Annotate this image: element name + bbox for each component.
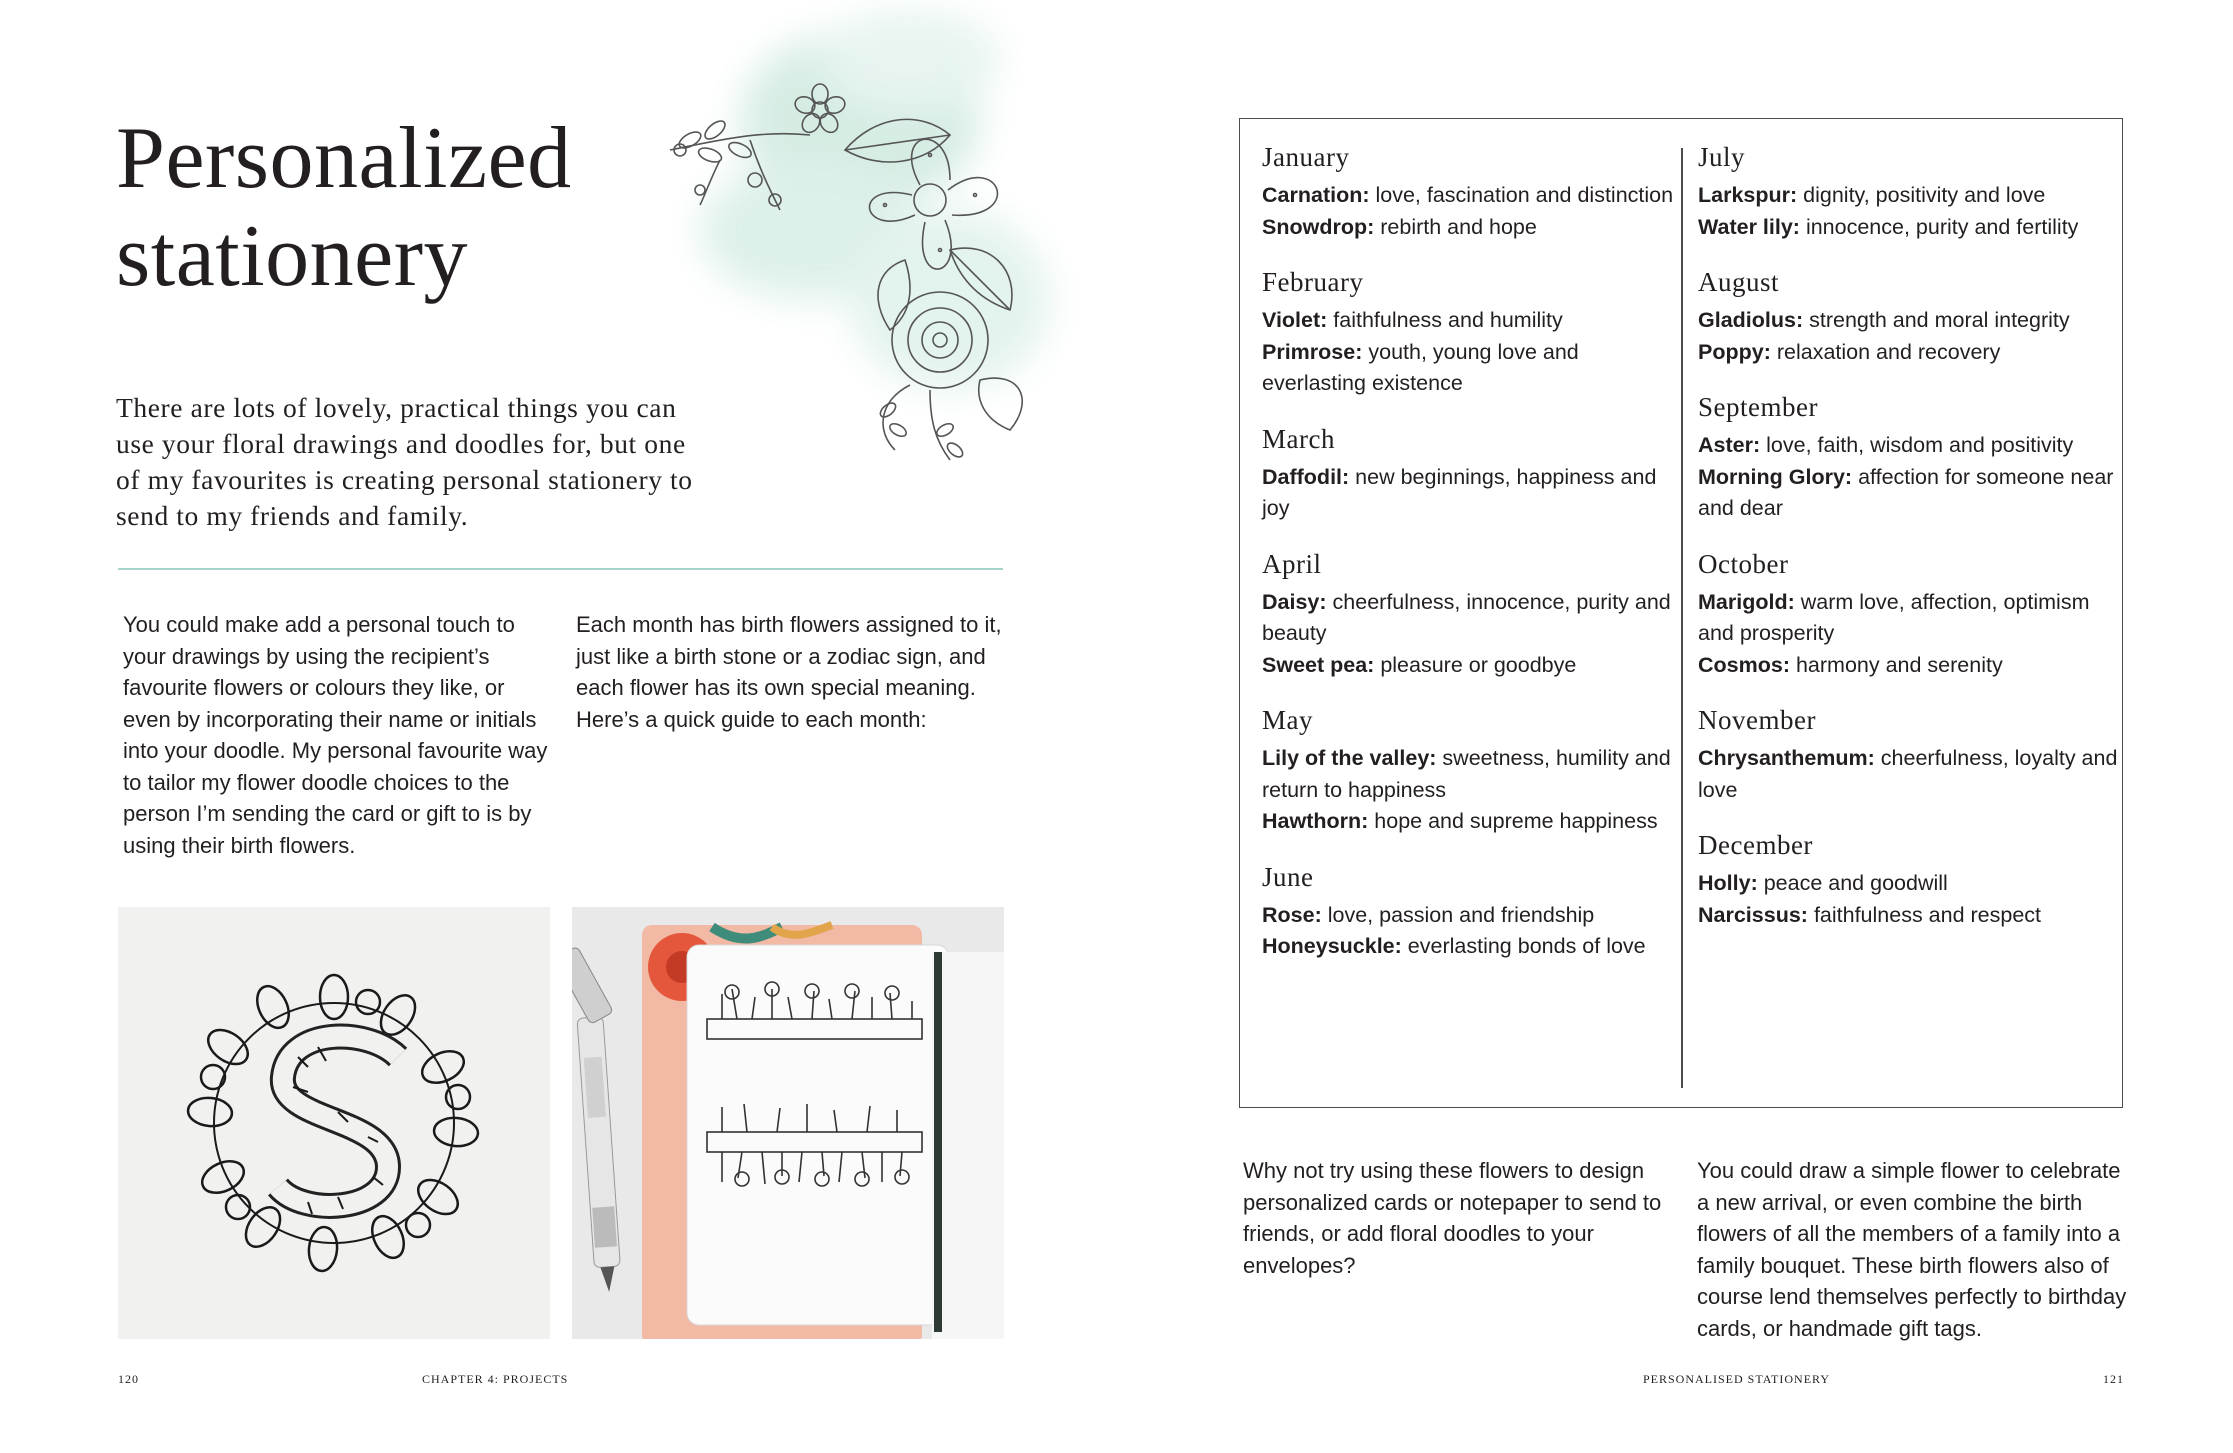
month-february	[1262, 265, 1682, 400]
flower-entry: Marigold: warm love, affection, optimism and prosperity	[1698, 589, 2090, 645]
month-november	[1698, 703, 2118, 806]
month-heading: June	[1262, 861, 1314, 892]
title-line-2: stationery	[116, 208, 469, 305]
flower-entry: Poppy: relaxation and recovery	[1698, 339, 2001, 364]
flower-entry: Sweet pea: pleasure or goodbye	[1262, 652, 1577, 677]
flower-entry: Cosmos: harmony and serenity	[1698, 652, 2003, 677]
month-heading: August	[1698, 267, 1780, 297]
bottom-column-1: Why not try using these flowers to design personalized cards or notepaper to send to friends, or add floral doodles to your envelopes?	[1243, 1158, 1662, 1278]
flower-entry: Daffodil: new beginnings, happiness and joy	[1262, 464, 1657, 520]
month-heading: October	[1698, 548, 1789, 579]
flower-entry: Morning Glory: affection for someone near and dear	[1698, 464, 2114, 520]
intro-paragraph: There are lots of lovely, practical things you can use your floral drawings and doodles for, but one of my favourites is creating personal stationery to send to my friends and family.	[116, 392, 693, 531]
flower-entry: Lily of the valley: sweetness, humility and return to happiness	[1262, 746, 1671, 802]
body-column-1: You could make add a personal touch to your drawings by using the recipient’s favourite flowers or colours they like, or even by incorporating their name or initials into your doodle. My personal favourite way to tailor my flower doodle choices to the person I’m sending the card or gift to is by using their birth flowers.	[123, 612, 548, 858]
month-heading: July	[1698, 142, 1746, 172]
running-head-right: PERSONALISED STATIONERY	[1643, 1372, 1831, 1386]
flower-entry: Primrose: youth, young love and everlasting existence	[1262, 339, 1579, 395]
flower-entry: Aster: love, faith, wisdom and positivity	[1698, 433, 2074, 457]
page-title	[116, 110, 676, 306]
running-head-left: CHAPTER 4: PROJECTS	[422, 1372, 569, 1386]
flower-entry: Chrysanthemum: cheerfulness, loyalty and love	[1698, 746, 2118, 802]
month-heading: May	[1262, 705, 1313, 735]
month-january	[1262, 140, 1682, 243]
month-heading: January	[1262, 142, 1350, 172]
divider-line	[118, 568, 1003, 570]
flower-entry: Holly: peace and goodwill	[1698, 871, 1948, 895]
month-july	[1698, 140, 2118, 243]
bottom-column-2: You could draw a simple flower to celebrate a new arrival, or even combine the birth flowers of all the members of a family into a family bouquet. These birth flowers also of course lend themselves perfectly to birthday cards, or handmade gift tags.	[1697, 1158, 2127, 1341]
month-december	[1698, 828, 2118, 931]
flower-entry: Snowdrop: rebirth and hope	[1262, 214, 1537, 239]
title-line-1: Personalized	[116, 110, 572, 207]
month-june	[1262, 860, 1682, 963]
month-october	[1698, 547, 2118, 682]
month-heading: February	[1262, 267, 1364, 297]
month-september	[1698, 390, 2118, 525]
month-heading: March	[1262, 423, 1335, 454]
body-column-2: Each month has birth flowers assigned to it, just like a birth stone or a zodiac sign, and each flower has its own special meaning. Here’s a quick guide to each month:	[576, 612, 1002, 732]
month-may	[1262, 703, 1682, 838]
month-heading: December	[1698, 830, 1813, 860]
month-march	[1262, 422, 1682, 525]
month-heading: September	[1698, 392, 1818, 422]
months-column-left	[1262, 140, 1682, 985]
flower-entry: Hawthorn: hope and supreme happiness	[1262, 809, 1658, 833]
notebook-floral-borders-photo	[572, 907, 1004, 1339]
months-column-right	[1698, 140, 2118, 953]
floral-corner-illustration	[660, 0, 1110, 480]
page-number-left: 120	[118, 1372, 139, 1386]
flower-entry: Gladiolus: strength and moral integrity	[1698, 308, 2070, 332]
month-heading: April	[1262, 548, 1322, 579]
flower-entry: Carnation: love, fascination and distinction	[1262, 183, 1674, 207]
flower-entry: Violet: faithfulness and humility	[1262, 308, 1563, 332]
flower-entry: Larkspur: dignity, positivity and love	[1698, 183, 2046, 207]
month-april	[1262, 547, 1682, 682]
flower-entry: Daisy: cheerfulness, innocence, purity and beauty	[1262, 589, 1671, 645]
page-number-right: 121	[2103, 1372, 2124, 1386]
flower-entry: Narcissus: faithfulness and respect	[1698, 902, 2042, 927]
monogram-s-wreath-photo	[118, 907, 550, 1339]
flower-entry: Rose: love, passion and friendship	[1262, 902, 1595, 927]
month-heading: November	[1698, 705, 1816, 735]
flower-entry: Water lily: innocence, purity and fertility	[1698, 214, 2079, 239]
month-august	[1698, 265, 2118, 368]
flower-entry: Honeysuckle: everlasting bonds of love	[1262, 934, 1646, 958]
